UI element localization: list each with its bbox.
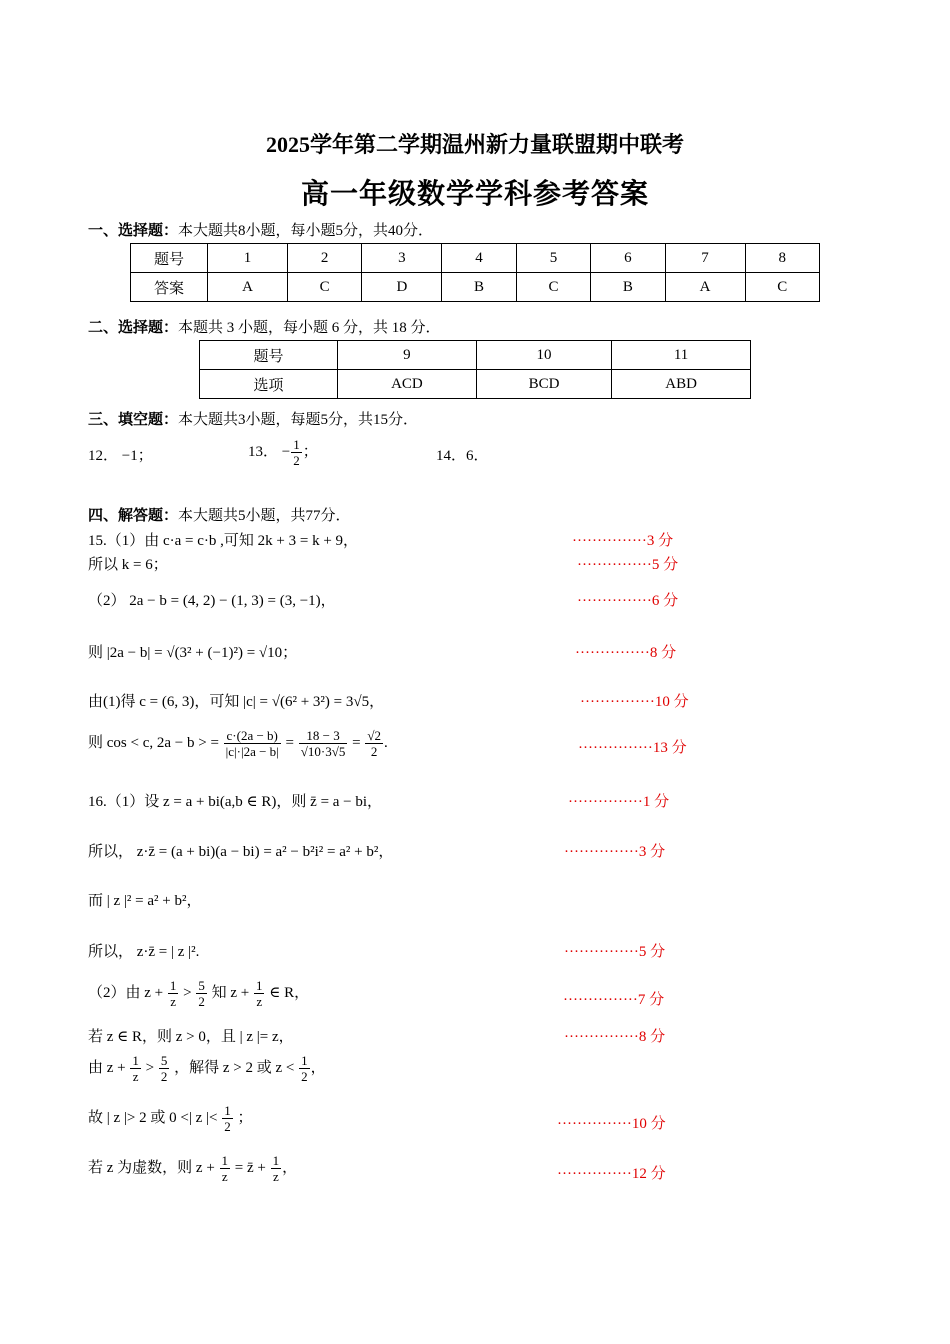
- fraction-denominator: |c|·|2a − b|: [225, 744, 279, 759]
- table-header-cell: 答案: [131, 273, 208, 302]
- fraction-denominator: 2: [370, 744, 378, 759]
- table-cell: 11: [612, 341, 751, 370]
- table-cell: 2: [287, 244, 361, 273]
- fraction: [196, 978, 207, 1009]
- table-cell: 1: [208, 244, 288, 273]
- fraction-numerator: 5: [160, 1053, 168, 1068]
- table-header-cell: 题号: [131, 244, 208, 273]
- section4-heading: [88, 504, 351, 525]
- table-row: [200, 341, 751, 370]
- score-mark: ···············6 分: [577, 593, 679, 609]
- fraction-numerator: 1: [132, 1053, 139, 1068]
- cos-prefix: 则 cos < c, 2a − b > =: [88, 734, 219, 751]
- fraction: [271, 1153, 282, 1184]
- table-cell: B: [442, 273, 516, 302]
- q16-line-2: 所以， z·z̄ = (a + bi)(a − bi) = a² − b²i² = a² + b²，: [88, 844, 394, 860]
- fraction-numerator: 1: [169, 978, 177, 993]
- fraction-denominator: 2: [160, 1069, 168, 1084]
- fraction-numerator: 18 − 3: [299, 728, 348, 744]
- score-mark: ···············3 分: [572, 533, 674, 549]
- q16-line-9: 若 z 为虚数，则 z + $\frac{1}{z}$ = z̄ + $\frac{1}{z}$ ，: [88, 1153, 298, 1184]
- section3-label: 三、填空题：: [88, 412, 179, 428]
- text-fragment: 若 z 为虚数，则 z +: [88, 1159, 215, 1176]
- text-fragment: ，解得 z > 2 或 z <: [174, 1059, 295, 1076]
- score-mark: ···············3 分: [564, 844, 666, 860]
- q15-line-2: 所以 k = 6；: [88, 557, 168, 573]
- fraction: [299, 728, 348, 759]
- fraction-numerator: c·(2a − b): [224, 728, 281, 744]
- score-mark: ···············5 分: [577, 557, 679, 573]
- table-row: [131, 244, 820, 273]
- score-mark: ···············13 分: [578, 740, 687, 756]
- table-cell: 10: [476, 341, 611, 370]
- score-mark: ···············8 分: [575, 645, 677, 661]
- section1-label: 一、选择题：: [88, 223, 179, 239]
- fraction: [220, 1153, 231, 1184]
- table-cell: B: [591, 273, 665, 302]
- table-cell: C: [516, 273, 590, 302]
- section2-heading: [88, 316, 441, 337]
- q16-line-3: 而 | z |² = a² + b²，: [88, 893, 202, 909]
- q16-line-1: 16.（1）设 z = a + bi(a,b ∈ R)，则 z̄ = a − bi，: [88, 794, 383, 810]
- table-row: [200, 370, 751, 399]
- section4-label: 四、解答题：: [88, 508, 179, 524]
- score-mark: ···············1 分: [568, 794, 670, 810]
- text-fragment: 故 | z |> 2 或 0 <| z |<: [88, 1109, 218, 1126]
- section4-desc: 本大题共5小题，共77分．: [178, 508, 351, 524]
- table-cell: 6: [591, 244, 665, 273]
- table-cell: C: [745, 273, 819, 302]
- fraction-denominator: z: [132, 1069, 139, 1084]
- q15-line-6: 则 cos < c, 2a − b > = $\frac{c\cdot(2a - b)}{|c|\cdot|2a - b|}$ = $\frac{18 - 3}{√10\cdot 3√5}$ = $\frac{√2}{2}$ .: [88, 728, 388, 759]
- table-cell: ACD: [338, 370, 477, 399]
- section3-heading: [88, 408, 418, 429]
- answer-13-suffix: ；: [302, 443, 318, 460]
- score-mark: ···············10 分: [557, 1116, 666, 1132]
- table-cell: C: [287, 273, 361, 302]
- fraction: [130, 1053, 141, 1084]
- fraction: [254, 978, 265, 1009]
- fraction: [299, 1053, 310, 1084]
- fraction-denominator: 2: [301, 1069, 308, 1084]
- q16-line-5: [88, 978, 309, 1009]
- fraction-denominator: 2: [293, 453, 300, 468]
- text-fragment: 知 z +: [211, 984, 250, 1001]
- q16-line-7: 由 z + $\frac{1}{z}$ > $\frac{5}{2}$ ，解得 z > 2 或 z < $\frac{1}{2}$ ，: [88, 1053, 326, 1084]
- section2-label: 二、选择题：: [88, 320, 179, 336]
- score-mark: ···············10 分: [580, 694, 689, 710]
- table-cell: 5: [516, 244, 590, 273]
- text-fragment: ；: [237, 1109, 253, 1126]
- fraction-numerator: 1: [301, 1053, 308, 1068]
- answer-13-prefix: 13． −: [248, 443, 291, 460]
- gt-sign: >: [183, 984, 192, 1001]
- score-mark: ···············8 分: [564, 1029, 666, 1045]
- table-header-cell: 选项: [200, 370, 338, 399]
- table-cell: D: [362, 273, 442, 302]
- gt-sign: >: [145, 1059, 155, 1076]
- fraction-numerator: √2: [367, 728, 381, 743]
- table-row: [131, 273, 820, 302]
- fraction: [224, 728, 281, 759]
- table-cell: 9: [338, 341, 477, 370]
- fraction: [365, 728, 383, 759]
- q15-line-3: （2） 2a − b = (4, 2) − (1, 3) = (3, −1)，: [88, 593, 336, 609]
- document-title: 2025学年第二学期温州新力量联盟期中联考: [265, 132, 684, 157]
- section1-desc: 本大题共8小题，每小题5分，共40分．: [178, 223, 434, 239]
- table-cell: 8: [745, 244, 819, 273]
- fraction: [168, 978, 179, 1009]
- fraction-numerator: 5: [198, 978, 205, 993]
- fraction-numerator: 1: [272, 1153, 280, 1168]
- q15-line-4: 则 |2a − b| = √(3² + (−1)²) = √10；: [88, 645, 298, 661]
- section1-heading: [88, 219, 433, 240]
- fraction-denominator: √10·3√5: [300, 744, 346, 759]
- fraction-denominator: z: [170, 994, 177, 1009]
- q15-line-1: 15.（1）由 c·a = c·b ,可知 2k + 3 = k + 9，: [88, 533, 359, 549]
- text-fragment: （2）由 z +: [88, 984, 164, 1001]
- fraction-denominator: z: [221, 1169, 228, 1184]
- q16-line-4: 所以， z·z̄ = | z |².: [88, 944, 200, 960]
- table-cell: ABD: [612, 370, 751, 399]
- table-cell: A: [208, 273, 288, 302]
- section1-answer-table: [130, 243, 820, 302]
- section2-desc: 本题共 3 小题，每小题 6 分，共 18 分．: [178, 320, 441, 336]
- fraction: [222, 1103, 233, 1134]
- text-fragment: 由 z +: [88, 1059, 126, 1076]
- table-cell: BCD: [476, 370, 611, 399]
- table-cell: 7: [665, 244, 745, 273]
- table-header-cell: 题号: [200, 341, 338, 370]
- fraction-denominator: z: [256, 994, 263, 1009]
- text-fragment: ∈ R，: [269, 984, 310, 1001]
- score-mark: ···············7 分: [563, 992, 665, 1008]
- q15-line-5: 由(1)得 c = (6, 3)，可知 |c| = √(6² + 3²) = 3√5，: [88, 694, 385, 710]
- score-mark: ···············12 分: [557, 1166, 666, 1182]
- q16-line-6: 若 z ∈ R，则 z > 0，且 | z |= z，: [88, 1029, 294, 1045]
- fraction-numerator: 1: [221, 1153, 229, 1168]
- fraction-numerator: 1: [293, 437, 300, 452]
- fraction-denominator: 2: [198, 994, 205, 1009]
- table-cell: 3: [362, 244, 442, 273]
- section3-desc: 本大题共3小题，每题5分，共15分．: [178, 412, 419, 428]
- q16-line-8: [88, 1103, 252, 1134]
- table-cell: A: [665, 273, 745, 302]
- text-fragment: = z̄ +: [234, 1159, 266, 1176]
- fraction-denominator: z: [272, 1169, 279, 1184]
- answer-12: 12． −1；: [88, 448, 153, 464]
- answer-14: 14．6．: [436, 448, 489, 464]
- section2-answer-table: [199, 340, 751, 399]
- fraction: [291, 437, 302, 468]
- fraction-numerator: 1: [224, 1103, 231, 1118]
- fraction-numerator: 1: [255, 978, 263, 993]
- table-cell: 4: [442, 244, 516, 273]
- document-subtitle: 高一年级数学学科参考答案: [300, 179, 649, 210]
- fraction-denominator: 2: [224, 1119, 231, 1134]
- fraction: [159, 1053, 170, 1084]
- answer-13: [248, 437, 318, 468]
- score-mark: ···············5 分: [564, 944, 666, 960]
